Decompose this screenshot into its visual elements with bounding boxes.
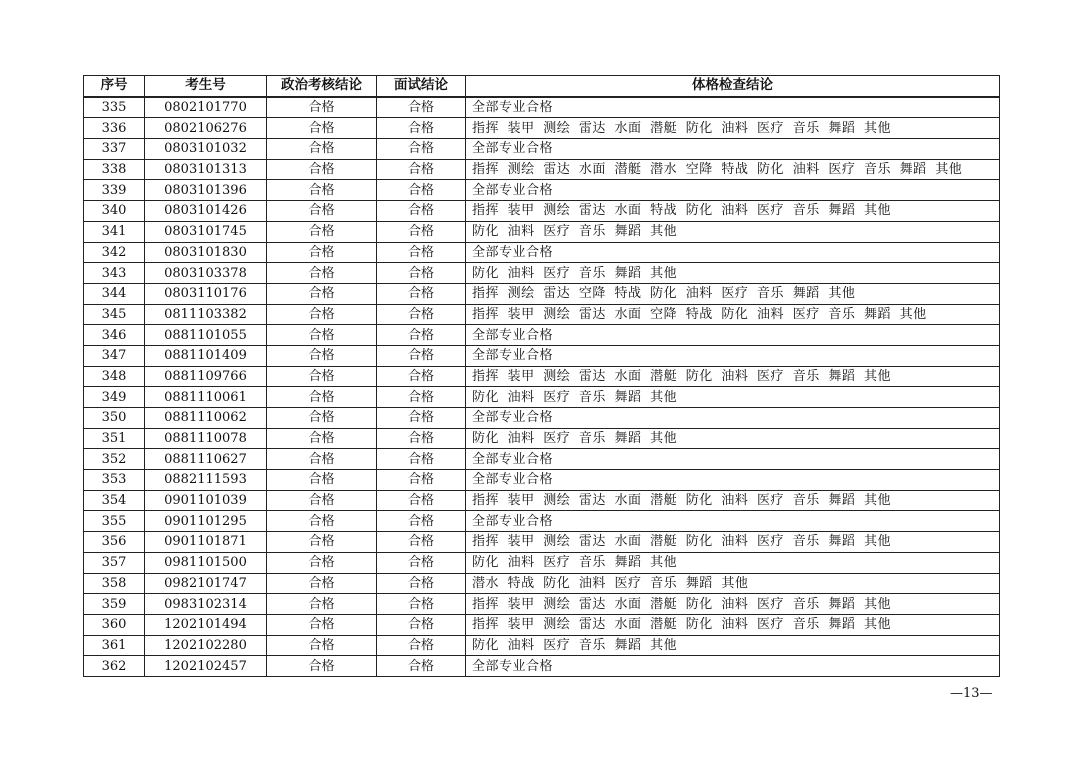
cell-seq: 359: [84, 594, 145, 615]
table-row: [84, 263, 1000, 284]
cell-interview: 合格: [377, 221, 466, 242]
cell-interview: 合格: [377, 449, 466, 470]
cell-political-review: 合格: [267, 201, 377, 222]
cell-seq: 344: [84, 283, 145, 304]
cell-political-review: 合格: [267, 159, 377, 180]
cell-interview: 合格: [377, 614, 466, 635]
table-row: [84, 552, 1000, 573]
cell-political-review: 合格: [267, 573, 377, 594]
cell-candidate-no: 0803101396: [145, 180, 267, 201]
table-row: [84, 242, 1000, 263]
cell-physical-exam: 指挥 装甲 测绘 雷达 水面 空降 特战 防化 油料 医疗 音乐 舞蹈 其他: [466, 304, 1000, 325]
cell-candidate-no: 0803101032: [145, 139, 267, 160]
cell-interview: 合格: [377, 511, 466, 532]
cell-candidate-no: 0881110627: [145, 449, 267, 470]
header-physical-exam: 体格检查结论: [466, 76, 1000, 97]
cell-seq: 335: [84, 97, 145, 118]
cell-seq: 338: [84, 159, 145, 180]
table-body: [84, 97, 1000, 677]
cell-candidate-no: 0901101295: [145, 511, 267, 532]
cell-physical-exam: 防化 油料 医疗 音乐 舞蹈 其他: [466, 221, 1000, 242]
cell-political-review: 合格: [267, 97, 377, 118]
cell-physical-exam: 指挥 装甲 测绘 雷达 水面 潜艇 防化 油料 医疗 音乐 舞蹈 其他: [466, 532, 1000, 553]
table-row: [84, 139, 1000, 160]
table-row: [84, 159, 1000, 180]
cell-interview: 合格: [377, 180, 466, 201]
cell-seq: 352: [84, 449, 145, 470]
cell-physical-exam: 潜水 特战 防化 油料 医疗 音乐 舞蹈 其他: [466, 573, 1000, 594]
cell-candidate-no: 0803103378: [145, 263, 267, 284]
cell-physical-exam: 全部专业合格: [466, 242, 1000, 263]
cell-seq: 361: [84, 635, 145, 656]
cell-interview: 合格: [377, 470, 466, 491]
cell-interview: 合格: [377, 263, 466, 284]
table-row: [84, 118, 1000, 139]
cell-physical-exam: 防化 油料 医疗 音乐 舞蹈 其他: [466, 635, 1000, 656]
cell-seq: 355: [84, 511, 145, 532]
table-row: [84, 345, 1000, 366]
cell-seq: 345: [84, 304, 145, 325]
cell-candidate-no: 0803101313: [145, 159, 267, 180]
cell-candidate-no: 1202102280: [145, 635, 267, 656]
cell-political-review: 合格: [267, 428, 377, 449]
cell-seq: 347: [84, 345, 145, 366]
cell-political-review: 合格: [267, 470, 377, 491]
cell-political-review: 合格: [267, 325, 377, 346]
cell-candidate-no: 0802101770: [145, 97, 267, 118]
cell-seq: 343: [84, 263, 145, 284]
table-header-row: [84, 76, 1000, 97]
table-row: [84, 614, 1000, 635]
cell-physical-exam: 全部专业合格: [466, 97, 1000, 118]
cell-political-review: 合格: [267, 511, 377, 532]
cell-political-review: 合格: [267, 263, 377, 284]
cell-candidate-no: 0803101830: [145, 242, 267, 263]
cell-physical-exam: 全部专业合格: [466, 470, 1000, 491]
cell-political-review: 合格: [267, 552, 377, 573]
cell-interview: 合格: [377, 97, 466, 118]
cell-political-review: 合格: [267, 366, 377, 387]
cell-interview: 合格: [377, 242, 466, 263]
cell-physical-exam: 防化 油料 医疗 音乐 舞蹈 其他: [466, 387, 1000, 408]
cell-physical-exam: 全部专业合格: [466, 180, 1000, 201]
cell-political-review: 合格: [267, 449, 377, 470]
cell-interview: 合格: [377, 408, 466, 429]
cell-interview: 合格: [377, 159, 466, 180]
cell-seq: 358: [84, 573, 145, 594]
header-candidate-no: 考生号: [145, 76, 267, 97]
cell-political-review: 合格: [267, 408, 377, 429]
cell-seq: 340: [84, 201, 145, 222]
table-row: [84, 532, 1000, 553]
cell-seq: 346: [84, 325, 145, 346]
cell-seq: 356: [84, 532, 145, 553]
cell-physical-exam: 指挥 测绘 雷达 空降 特战 防化 油料 医疗 音乐 舞蹈 其他: [466, 283, 1000, 304]
table-row: [84, 656, 1000, 677]
table-row: [84, 221, 1000, 242]
cell-political-review: 合格: [267, 221, 377, 242]
cell-interview: 合格: [377, 325, 466, 346]
cell-interview: 合格: [377, 387, 466, 408]
cell-candidate-no: 0811103382: [145, 304, 267, 325]
cell-candidate-no: 1202101494: [145, 614, 267, 635]
cell-political-review: 合格: [267, 490, 377, 511]
cell-interview: 合格: [377, 428, 466, 449]
table-row: [84, 573, 1000, 594]
cell-seq: 342: [84, 242, 145, 263]
cell-candidate-no: 0881101409: [145, 345, 267, 366]
cell-physical-exam: 全部专业合格: [466, 511, 1000, 532]
cell-seq: 362: [84, 656, 145, 677]
cell-candidate-no: 0881110062: [145, 408, 267, 429]
table-row: [84, 366, 1000, 387]
cell-seq: 360: [84, 614, 145, 635]
cell-physical-exam: 指挥 装甲 测绘 雷达 水面 特战 防化 油料 医疗 音乐 舞蹈 其他: [466, 201, 1000, 222]
table-row: [84, 408, 1000, 429]
table-row: [84, 201, 1000, 222]
cell-political-review: 合格: [267, 656, 377, 677]
cell-candidate-no: 0901101871: [145, 532, 267, 553]
cell-physical-exam: 防化 油料 医疗 音乐 舞蹈 其他: [466, 552, 1000, 573]
cell-political-review: 合格: [267, 635, 377, 656]
cell-candidate-no: 0983102314: [145, 594, 267, 615]
table-row: [84, 387, 1000, 408]
cell-interview: 合格: [377, 656, 466, 677]
cell-interview: 合格: [377, 304, 466, 325]
cell-political-review: 合格: [267, 532, 377, 553]
cell-candidate-no: 0882111593: [145, 470, 267, 491]
header-interview: 面试结论: [377, 76, 466, 97]
cell-seq: 353: [84, 470, 145, 491]
table-row: [84, 325, 1000, 346]
cell-seq: 350: [84, 408, 145, 429]
cell-interview: 合格: [377, 490, 466, 511]
cell-candidate-no: 0803101745: [145, 221, 267, 242]
table-row: [84, 97, 1000, 118]
cell-physical-exam: 全部专业合格: [466, 345, 1000, 366]
cell-political-review: 合格: [267, 345, 377, 366]
cell-interview: 合格: [377, 635, 466, 656]
cell-seq: 357: [84, 552, 145, 573]
table-row: [84, 470, 1000, 491]
cell-candidate-no: 0881110078: [145, 428, 267, 449]
cell-political-review: 合格: [267, 594, 377, 615]
table-row: [84, 635, 1000, 656]
cell-political-review: 合格: [267, 304, 377, 325]
cell-interview: 合格: [377, 139, 466, 160]
cell-candidate-no: 0981101500: [145, 552, 267, 573]
cell-interview: 合格: [377, 594, 466, 615]
cell-seq: 339: [84, 180, 145, 201]
cell-interview: 合格: [377, 345, 466, 366]
results-sheet: [83, 75, 999, 677]
table-row: [84, 283, 1000, 304]
cell-physical-exam: 指挥 装甲 测绘 雷达 水面 潜艇 防化 油料 医疗 音乐 舞蹈 其他: [466, 614, 1000, 635]
cell-interview: 合格: [377, 201, 466, 222]
table-row: [84, 304, 1000, 325]
table-row: [84, 449, 1000, 470]
cell-seq: 349: [84, 387, 145, 408]
cell-political-review: 合格: [267, 283, 377, 304]
cell-physical-exam: 防化 油料 医疗 音乐 舞蹈 其他: [466, 263, 1000, 284]
cell-physical-exam: 指挥 装甲 测绘 雷达 水面 潜艇 防化 油料 医疗 音乐 舞蹈 其他: [466, 594, 1000, 615]
cell-candidate-no: 0901101039: [145, 490, 267, 511]
cell-political-review: 合格: [267, 387, 377, 408]
cell-seq: 337: [84, 139, 145, 160]
header-political-review: 政治考核结论: [267, 76, 377, 97]
cell-candidate-no: 0802106276: [145, 118, 267, 139]
cell-physical-exam: 指挥 测绘 雷达 水面 潜艇 潜水 空降 特战 防化 油料 医疗 音乐 舞蹈 其他: [466, 159, 1000, 180]
table-row: [84, 511, 1000, 532]
cell-political-review: 合格: [267, 614, 377, 635]
cell-physical-exam: 防化 油料 医疗 音乐 舞蹈 其他: [466, 428, 1000, 449]
cell-physical-exam: 全部专业合格: [466, 325, 1000, 346]
cell-physical-exam: 全部专业合格: [466, 449, 1000, 470]
table-row: [84, 180, 1000, 201]
cell-physical-exam: 全部专业合格: [466, 656, 1000, 677]
cell-seq: 354: [84, 490, 145, 511]
cell-interview: 合格: [377, 283, 466, 304]
table-row: [84, 490, 1000, 511]
cell-candidate-no: 0982101747: [145, 573, 267, 594]
cell-political-review: 合格: [267, 242, 377, 263]
header-seq: 序号: [84, 76, 145, 97]
cell-candidate-no: 0803110176: [145, 283, 267, 304]
table-row: [84, 594, 1000, 615]
cell-seq: 336: [84, 118, 145, 139]
cell-candidate-no: 0881109766: [145, 366, 267, 387]
cell-physical-exam: 指挥 装甲 测绘 雷达 水面 潜艇 防化 油料 医疗 音乐 舞蹈 其他: [466, 366, 1000, 387]
cell-seq: 348: [84, 366, 145, 387]
cell-candidate-no: 0803101426: [145, 201, 267, 222]
table-row: [84, 428, 1000, 449]
cell-interview: 合格: [377, 366, 466, 387]
cell-interview: 合格: [377, 118, 466, 139]
cell-physical-exam: 全部专业合格: [466, 139, 1000, 160]
cell-political-review: 合格: [267, 118, 377, 139]
results-table: [83, 75, 1000, 677]
cell-candidate-no: 1202102457: [145, 656, 267, 677]
cell-interview: 合格: [377, 532, 466, 553]
cell-political-review: 合格: [267, 139, 377, 160]
cell-political-review: 合格: [267, 180, 377, 201]
cell-interview: 合格: [377, 573, 466, 594]
cell-physical-exam: 指挥 装甲 测绘 雷达 水面 潜艇 防化 油料 医疗 音乐 舞蹈 其他: [466, 490, 1000, 511]
cell-interview: 合格: [377, 552, 466, 573]
cell-physical-exam: 全部专业合格: [466, 408, 1000, 429]
cell-candidate-no: 0881110061: [145, 387, 267, 408]
cell-seq: 351: [84, 428, 145, 449]
cell-physical-exam: 指挥 装甲 测绘 雷达 水面 潜艇 防化 油料 医疗 音乐 舞蹈 其他: [466, 118, 1000, 139]
cell-seq: 341: [84, 221, 145, 242]
cell-candidate-no: 0881101055: [145, 325, 267, 346]
page-number: —13—: [950, 686, 993, 701]
